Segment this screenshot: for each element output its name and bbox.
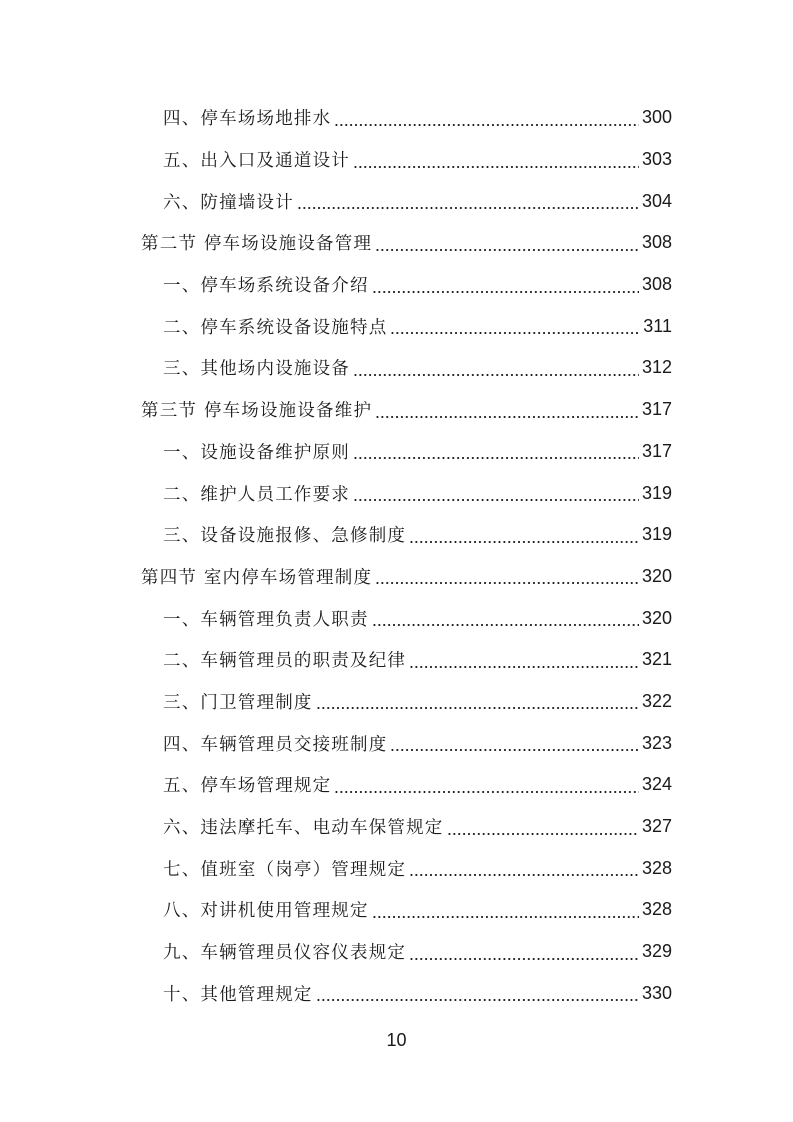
dot-leader: [375, 233, 639, 253]
toc-entry-title: 三、门卫管理制度: [163, 692, 313, 713]
toc-entry[interactable]: [163, 806, 672, 848]
toc-entry-title: 一、设施设备维护原则: [163, 442, 350, 463]
dot-leader: [409, 858, 639, 878]
toc-entry-page: 328: [641, 899, 672, 920]
toc-entry-title: 四、车辆管理员交接班制度: [163, 734, 388, 755]
toc-entry-title: 五、出入口及通道设计: [163, 151, 350, 172]
toc-entry[interactable]: [163, 97, 672, 139]
toc-section-entry[interactable]: [141, 222, 672, 264]
toc-entry-page: 324: [641, 774, 672, 795]
toc-entry[interactable]: [163, 639, 672, 681]
toc-entry-title: 第二节 停车场设施设备管理: [141, 234, 373, 255]
dot-leader: [409, 650, 639, 670]
dot-leader: [353, 441, 639, 461]
dot-leader: [297, 191, 639, 211]
toc-section-entry[interactable]: [141, 556, 672, 598]
toc-entry-page: 322: [641, 690, 672, 711]
toc-entry[interactable]: [163, 472, 672, 514]
toc-entry-page: 328: [641, 857, 672, 878]
toc-entry-title: 六、防撞墙设计: [163, 192, 294, 213]
toc-section-entry[interactable]: [141, 389, 672, 431]
toc-entry[interactable]: [163, 264, 672, 306]
page-number: 10: [386, 1030, 407, 1050]
toc-entry-page: 323: [641, 732, 672, 753]
toc-entry[interactable]: [163, 681, 672, 723]
toc-entry-title: 十、其他管理规定: [163, 984, 313, 1005]
dot-leader: [353, 483, 639, 503]
toc-entry-title: 一、车辆管理负责人职责: [163, 609, 369, 630]
toc-entry-title: 五、停车场管理规定: [163, 776, 332, 797]
dot-leader: [409, 525, 639, 545]
toc-entry-page: 320: [641, 565, 672, 586]
toc-entry-page: 308: [641, 274, 672, 295]
toc-entry-page: 321: [641, 649, 672, 670]
toc-entry[interactable]: [163, 431, 672, 473]
toc-entry[interactable]: [163, 889, 672, 931]
dot-leader: [334, 775, 639, 795]
toc-entry-title: 二、维护人员工作要求: [163, 484, 350, 505]
toc-entry[interactable]: [163, 305, 672, 347]
dot-leader: [334, 108, 639, 128]
toc-entry-title: 二、车辆管理员的职责及纪律: [163, 651, 407, 672]
toc-entry-page: 320: [641, 607, 672, 628]
dot-leader: [316, 983, 639, 1003]
toc-entry-title: 三、其他场内设施设备: [163, 359, 350, 380]
toc-entry[interactable]: [163, 972, 672, 1014]
toc-entry-page: 308: [641, 232, 672, 253]
toc-entry[interactable]: [163, 139, 672, 181]
table-of-contents: [0, 97, 793, 1014]
dot-leader: [316, 691, 639, 711]
toc-entry-page: 319: [641, 482, 672, 503]
toc-entry[interactable]: [163, 514, 672, 556]
toc-entry-title: 一、停车场系统设备介绍: [163, 276, 369, 297]
toc-entry-title: 六、违法摩托车、电动车保管规定: [163, 818, 444, 839]
toc-entry-page: 304: [641, 190, 672, 211]
toc-entry-page: 303: [641, 149, 672, 170]
toc-entry-title: 七、值班室（岗亭）管理规定: [163, 859, 407, 880]
dot-leader: [375, 400, 639, 420]
toc-entry-page: 317: [641, 440, 672, 461]
dot-leader: [409, 942, 639, 962]
toc-entry-title: 三、设备设施报修、急修制度: [163, 526, 407, 547]
toc-entry[interactable]: [163, 847, 672, 889]
toc-entry-page: 330: [641, 982, 672, 1003]
dot-leader: [353, 358, 639, 378]
toc-entry[interactable]: [163, 722, 672, 764]
toc-entry-page: 319: [641, 524, 672, 545]
dot-leader: [390, 316, 640, 336]
dot-leader: [372, 608, 639, 628]
toc-entry-title: 二、停车系统设备设施特点: [163, 317, 388, 338]
toc-entry-page: 327: [641, 816, 672, 837]
dot-leader: [390, 733, 639, 753]
toc-entry-title: 八、对讲机使用管理规定: [163, 901, 369, 922]
toc-entry[interactable]: [163, 180, 672, 222]
toc-entry-page: 312: [641, 357, 672, 378]
toc-entry[interactable]: [163, 347, 672, 389]
toc-entry-page: 311: [643, 315, 672, 336]
dot-leader: [372, 275, 639, 295]
toc-entry-page: 329: [641, 941, 672, 962]
toc-entry-title: 第三节 停车场设施设备维护: [141, 401, 373, 422]
toc-entry-title: 九、车辆管理员仪容仪表规定: [163, 943, 407, 964]
toc-entry[interactable]: [163, 931, 672, 973]
toc-entry[interactable]: [163, 597, 672, 639]
toc-entry-title: 第四节 室内停车场管理制度: [141, 567, 373, 588]
toc-entry-title: 四、停车场场地排水: [163, 109, 332, 130]
dot-leader: [375, 566, 639, 586]
dot-leader: [447, 817, 639, 837]
toc-entry[interactable]: [163, 764, 672, 806]
dot-leader: [353, 150, 639, 170]
toc-entry-page: 317: [641, 399, 672, 420]
dot-leader: [372, 900, 639, 920]
toc-entry-page: 300: [641, 107, 672, 128]
